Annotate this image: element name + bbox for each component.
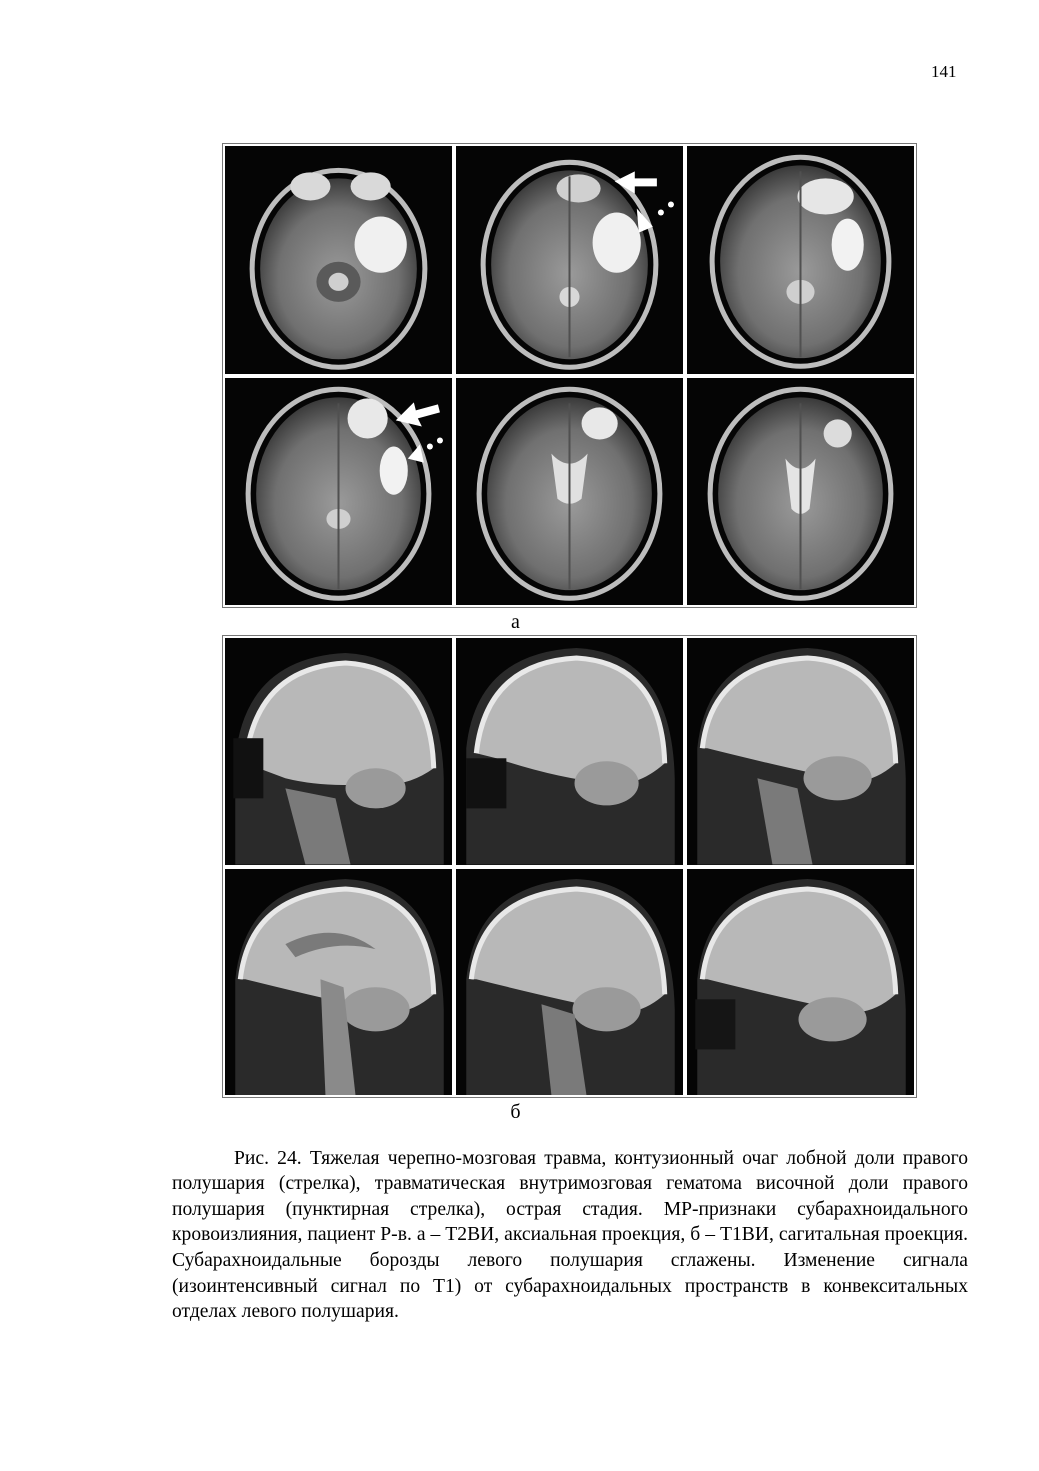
panel-a-label: а [511, 611, 520, 633]
axial-t2-image-5 [456, 378, 683, 606]
sagittal-t1-image-4 [225, 869, 452, 1096]
axial-t2-image-2 [456, 146, 683, 374]
sagittal-t1-image-6 [687, 869, 914, 1096]
sagittal-t1-image-1 [225, 638, 452, 865]
sagittal-t1-image-3 [687, 638, 914, 865]
axial-t2-image-3 [687, 146, 914, 374]
axial-t2-image-6 [687, 378, 914, 606]
sagittal-t1-image-5 [456, 869, 683, 1096]
figure-panel-b [222, 635, 917, 1098]
figure-panel-a [222, 143, 917, 608]
page-number: 141 [931, 62, 957, 81]
panel-b-label: б [510, 1101, 521, 1123]
axial-t2-image-4 [225, 378, 452, 606]
figure-caption: Рис. 24. Тяжелая черепно-мозговая травма, контузионный очаг лобной доли правого полушария (стрелка), травматическая внутримозговая гематома височной доли правого полушария (пунктирная стрелка), острая стадия. МР-признаки субарахноидального кровоизлияния, пациент Р-в. а – T2ВИ, аксиальная проекция, б – T1ВИ, сагитальная проекция. Субарахноидальные борозды левого полушария сглажены. Изменение сигнала (изоинтенсивный сигнал по T1) от субарахноидальных пространств в конвекситальных отделах левого полушария. [172, 1147, 968, 1323]
sagittal-t1-image-2 [456, 638, 683, 865]
axial-t2-image-1 [225, 146, 452, 374]
